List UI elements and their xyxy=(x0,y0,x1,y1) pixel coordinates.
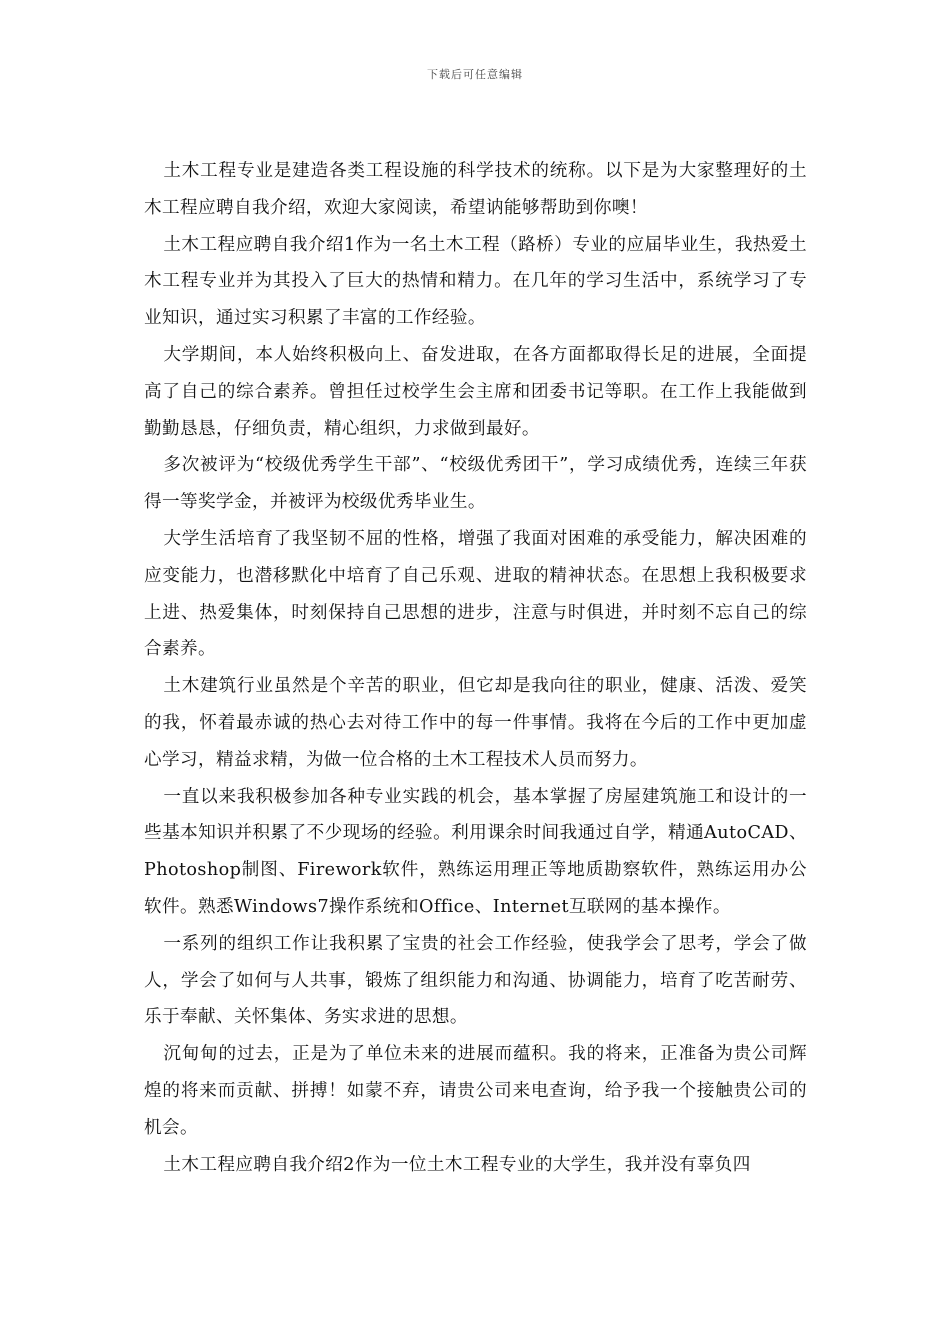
paragraph-skills: 一直以来我积极参加各种专业实践的机会，基本掌握了房屋建筑施工和设计的一些基本知识并积累了不少现场的经验。利用课余时间我通过自学，精通AutoCAD、Photoshop制图、Firework软件，熟练运用理正等地质勘察软件，熟练运用办公软件。熟悉Windows7操作系统和Office、Internet互联网的基本操作。 xyxy=(144,786,807,917)
paragraph-intro-2: 土木工程应聘自我介绍2作为一位土木工程专业的大学生，我并没有辜负四 xyxy=(163,1154,751,1175)
paragraph-intro: 土木工程专业是建造各类工程设施的科学技术的统称。以下是为大家整理好的土木工程应聘自我介绍，欢迎大家阅读，希望讷能够帮助到你噢！ xyxy=(144,161,807,218)
page-header-note: 下载后可任意编辑 xyxy=(427,68,523,81)
paragraph-intro-1: 土木工程应聘自我介绍1作为一名土木工程（路桥）专业的应届毕业生，我热爱土木工程专业并为其投入了巨大的热情和精力。在几年的学习生活中，系统学习了专业知识，通过实习积累了丰富的工作经验。 xyxy=(144,234,807,329)
paragraph-career: 土木建筑行业虽然是个辛苦的职业，但它却是我向往的职业，健康、活泼、爱笑的我，怀着最赤诚的热心去对待工作中的每一件事情。我将在今后的工作中更加虚心学习，精益求精，为做一位合格的土木工程技术人员而努力。 xyxy=(144,676,807,770)
article-body xyxy=(144,153,807,1183)
paragraph-closing: 沉甸甸的过去，正是为了单位未来的进展而蕴积。我的将来，正准备为贵公司辉煌的将来而贡献、拼搏！如蒙不弃，请贵公司来电查询，给予我一个接触贵公司的机会。 xyxy=(144,1044,807,1138)
paragraph-experience: 一系列的组织工作让我积累了宝贵的社会工作经验，使我学会了思考，学会了做人，学会了如何与人共事，锻炼了组织能力和沟通、协调能力，培育了吃苦耐劳、乐于奉献、关怀集体、务实求进的思想。 xyxy=(144,933,807,1028)
paragraph-character: 大学生活培育了我坚韧不屈的性格，增强了我面对困难的承受能力，解决困难的应变能力，也潜移默化中培育了自己乐观、进取的精神状态。在思想上我积极要求上进、热爱集体，时刻保持自己思想的进步，注意与时俱进，并时刻不忘自己的综合素养。 xyxy=(144,528,807,660)
paragraph-honors: 多次被评为“校级优秀学生干部”、“校级优秀团干”，学习成绩优秀，连续三年获得一等奖学金，并被评为校级优秀毕业生。 xyxy=(144,455,807,513)
paragraph-university: 大学期间，本人始终积极向上、奋发进取，在各方面都取得长足的进展，全面提高了自己的综合素养。曾担任过校学生会主席和团委书记等职。在工作上我能做到勤勤恳恳，仔细负责，精心组织，力求做到最好。 xyxy=(144,344,807,439)
